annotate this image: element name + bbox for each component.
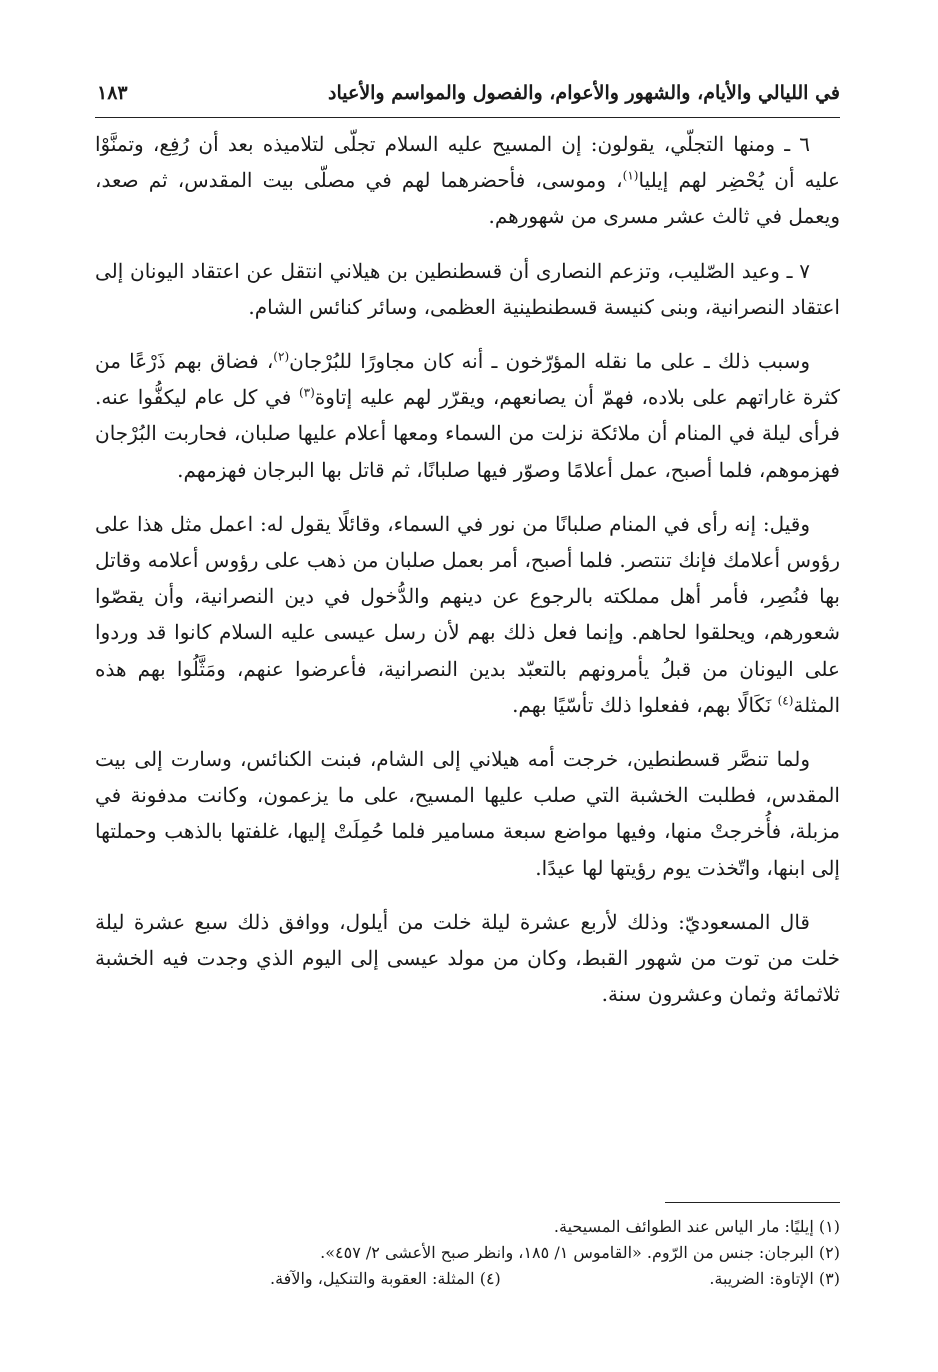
header-rule	[95, 117, 840, 118]
paragraph-text: وقيل: إنه رأى في المنام صلبانًا من نور في السماء، وقائلًا يقول له: اعمل مثل هذا على رؤوس أعلامك فإنك تنتصر. فلما أصبح، أمر بعمل صلبان من ذهب على رؤوس أعلامه وقاتل بها فنُصِر، فأمر أهل مملكته بالرجوع عن دينهم والدُّخول في دين النصرانية، وأن يقصّوا شعورهم، ويحلقوا لحاهم. وإنما فعل ذلك بهم لأن رسل عيسى عليه السلام كانوا قد وردوا على اليونان من قبلُ يأمرونهم بالتعبّد بدين النصرانية، فأعرضوا عنهم، ومَثَّلُوا بهم هذه المثلة	[95, 511, 840, 717]
footnote-2	[95, 1240, 840, 1266]
paragraph-text: في كل عام ليكفُّوا عنه. فرأى ليلة في المنام أن ملائكة نزلت من السماء ومعها أعلام عليها صلبان، فحاربت البُرْجان فهزموهم، فلما أصبح، عمل أعلامًا وصوّر فيها صلبانًا، ثم قاتل بها البرجان فهزمهم.	[95, 385, 840, 482]
paragraph-text: ٦ ـ ومنها التجلّي، يقولون: إن المسيح عليه السلام تجلّى لتلاميذه بعد أن رُفِع، وتمنَّوْا عليه أن يُحْضِر لهم إيليا	[95, 132, 840, 193]
paragraph-masudi: قال المسعوديّ: وذلك لأربع عشرة ليلة خلت من أيلول، ووافق ذلك سبع عشرة ليلة خلت من توت من شهور القبط، وكان من مولد عيسى إلى اليوم الذي وجدت فيه الخشبة ثلاثمائة وثمان وعشرون سنة.	[95, 909, 840, 1007]
footnote-3	[95, 1266, 840, 1292]
paragraph-text: ، فضاق بهم ذَرْعًا من كثرة غاراتهم على بلاده، فهمّ أن يصانعهم، ويقرّر لهم عليه إتاوة	[95, 349, 841, 410]
footnote-number: (٣)	[818, 1269, 840, 1288]
paragraph-text: نَكَالًا بهم، ففعلوا ذلك تأسّيًا بهم.	[512, 692, 778, 717]
footnote-text: الإتاوة: الضريبة.	[709, 1269, 814, 1288]
footnote-text: البرجان: جنس من الرّوم. «القاموس ١/ ١٨٥، وانظر صبح الأعشى ٢/ ٤٥٧».	[320, 1243, 814, 1262]
running-title: في الليالي والأيام، والشهور والأعوام، والفصول والمواسم والأعياد	[328, 82, 840, 104]
paragraph-text: ، وموسى، فأحضرهما لهم في مصلّى بيت المقدس، ثم صعد، ويعمل في ثالث عشر مسرى من شهورهم.	[95, 168, 840, 229]
paragraph-text: وسبب ذلك ـ على ما نقله المؤرّخون ـ أنه كان مجاورًا للبُرْجان	[289, 349, 810, 374]
footnote-rule	[665, 1202, 840, 1203]
footnote-1	[95, 1214, 840, 1240]
footnote-ref-1: (١)	[622, 168, 639, 183]
footnote-text: المثلة: العقوبة والتنكيل، والآفة.	[270, 1269, 475, 1288]
book-page	[95, 0, 840, 1372]
page-number: ١٨٣	[97, 82, 128, 104]
footnote-number: (١)	[818, 1217, 840, 1236]
paragraph-helena: ولما تنصَّر قسطنطين، خرجت أمه هيلاني إلى الشام، فبنت الكنائس، وسارت إلى بيت المقدس، فطلبت الخشبة التي صلب عليها المسيح، على ما يزعمون، وكانت مدفونة في مزبلة، فأُخرجتْ منها، وفيها مواضع سبعة مسامير فلما حُمِلَتْ إليها، غلفتها بالذهب وحملتها إلى ابنها، واتّخذت يوم رؤيتها لها عيدًا.	[95, 747, 840, 880]
paragraph-vision	[95, 506, 840, 723]
paragraph-reason	[95, 343, 840, 488]
footnote-ref-3: (٣)	[298, 385, 315, 400]
running-header	[95, 82, 840, 114]
footnote-ref-2: (٢)	[273, 349, 290, 364]
footnote-text: إيليًا: مار الياس عند الطوائف المسيحية.	[553, 1217, 814, 1236]
footnote-4	[270, 1266, 501, 1292]
footnote-ref-4: (٤)	[777, 693, 794, 708]
paragraph-6-transfiguration	[95, 126, 840, 235]
footnotes	[95, 1214, 840, 1292]
footnote-number: (٤)	[479, 1269, 501, 1288]
body-text	[95, 126, 840, 1030]
footnote-number: (٢)	[818, 1243, 840, 1262]
paragraph-7-cross-feast: ٧ ـ وعيد الصّليب، وتزعم النصارى أن قسطنطين بن هيلاني انتقل عن اعتقاد اليونان إلى اعتقاد النصرانية، وبنى كنيسة قسطنطينية العظمى، وسائر كنائس الشام.	[95, 258, 840, 319]
